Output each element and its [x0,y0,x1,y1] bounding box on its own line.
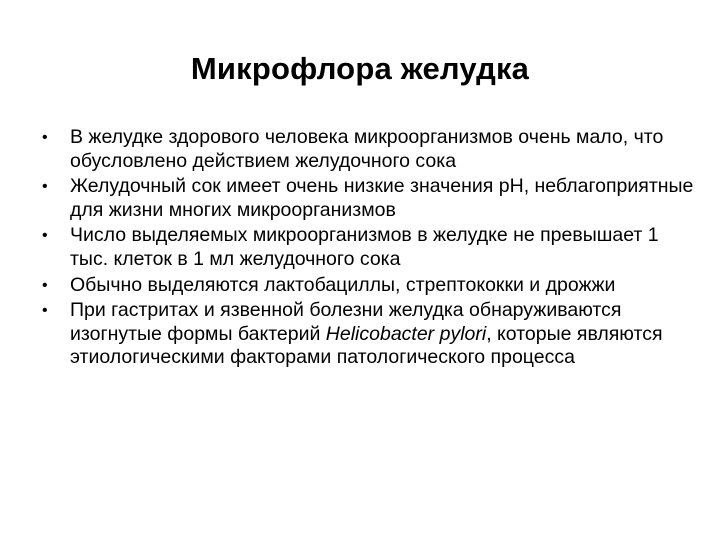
bullet-item-5 [36,299,696,370]
bacteria-name: Helicobacter pylori [325,322,487,345]
bullet-text-part2: , которые являются этиологическими факторами патологического процесса [70,322,663,369]
bullet-item-2 [36,175,696,222]
bullet-list [36,126,696,372]
bullet-text-part1: При гастритах и язвенной болезни желудка обнаруживаются изогнутые формы бактерий [70,299,622,345]
slide-title: Микрофлора желудка [190,51,530,86]
bullet-text: Желудочный сок имеет очень низкие значения pH, неблагоприятные для жизни многих микроорганизмов [70,175,694,221]
bullet-icon: • [42,276,48,294]
bullet-item-4 [36,274,696,298]
bullet-text: В желудке здорового человека микроорганизмов очень мало, что обусловлено действием желудочного сока [70,126,664,172]
bullet-item-3 [36,224,696,271]
bullet-icon: • [42,178,48,196]
bullet-icon: • [42,302,48,320]
bullet-item-1 [36,126,696,173]
bullet-icon: • [42,129,48,146]
bullet-text: Обычно выделяются лактобациллы, стрептококки и дрожжи [70,273,616,296]
bullet-text: Число выделяемых микроорганизмов в желудке не превышает 1 тыс. клеток в 1 мл желудочного сока [70,224,659,270]
bullet-icon: • [42,227,48,245]
